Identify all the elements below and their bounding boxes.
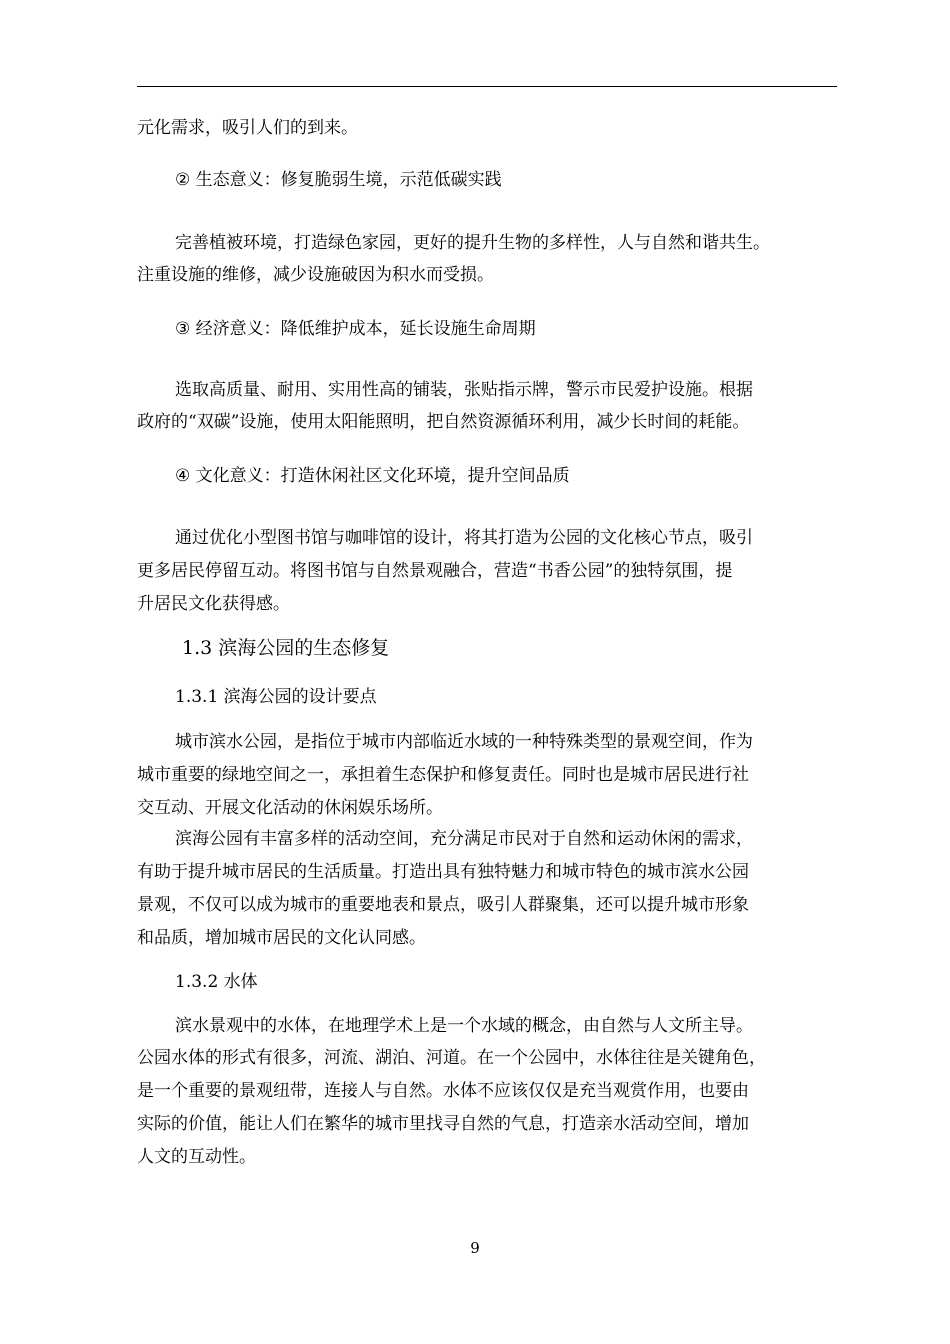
subsection-1-3-1-heading: 1.3.1 滨海公园的设计要点	[175, 687, 377, 707]
para-1-line-2: 城市重要的绿地空间之一，承担着生态保护和修复责任。同时也是城市居民进行社	[137, 765, 749, 785]
para-1-line-3: 交互动、开展文化活动的休闲娱乐场所。	[137, 798, 443, 818]
culture-line-3: 升居民文化获得感。	[137, 594, 290, 614]
para-2-line-4: 和品质，增加城市居民的文化认同感。	[137, 928, 426, 948]
para-2-line-1: 滨海公园有丰富多样的活动空间，充分满足市民对于自然和运动休闲的需求，	[175, 829, 753, 849]
water-line-5: 人文的互动性。	[137, 1147, 256, 1167]
economy-line-2: 政府的“双碳”设施，使用太阳能照明，把自然资源循环利用，减少长时间的耗能。	[137, 412, 750, 432]
water-line-1: 滨水景观中的水体，在地理学术上是一个水域的概念，由自然与人文所主导。	[175, 1016, 753, 1036]
economy-heading: ③ 经济意义：降低维护成本，延长设施生命周期	[175, 319, 536, 339]
economy-line-1: 选取高质量、耐用、实用性高的铺装，张贴指示牌，警示市民爱护设施。根据	[175, 380, 753, 400]
ecology-line-1: 完善植被环境，打造绿色家园，更好的提升生物的多样性，人与自然和谐共生。	[175, 233, 770, 253]
water-line-4: 实际的价值，能让人们在繁华的城市里找寻自然的气息，打造亲水活动空间，增加	[137, 1114, 749, 1134]
para-2-line-2: 有助于提升城市居民的生活质量。打造出具有独特魅力和城市特色的城市滨水公园	[137, 862, 749, 882]
water-line-2: 公园水体的形式有很多，河流、湖泊、河道。在一个公园中，水体往往是关键角色，	[137, 1048, 766, 1068]
prev-paragraph-end: 元化需求，吸引人们的到来。	[137, 118, 358, 138]
para-1-line-1: 城市滨水公园，是指位于城市内部临近水域的一种特殊类型的景观空间，作为	[175, 732, 753, 752]
subsection-1-3-2-heading: 1.3.2 水体	[175, 972, 258, 992]
header-rule	[137, 86, 837, 87]
water-line-3: 是一个重要的景观纽带，连接人与自然。水体不应该仅仅是充当观赏作用，也要由	[137, 1081, 749, 1101]
culture-heading: ④ 文化意义：打造休闲社区文化环境，提升空间品质	[175, 466, 570, 486]
para-2-line-3: 景观，不仅可以成为城市的重要地表和景点，吸引人群聚集，还可以提升城市形象	[137, 895, 749, 915]
page-number: 9	[470, 1239, 480, 1257]
culture-line-2: 更多居民停留互动。将图书馆与自然景观融合，营造“书香公园”的独特氛围，提	[137, 561, 733, 581]
culture-line-1: 通过优化小型图书馆与咖啡馆的设计，将其打造为公园的文化核心节点，吸引	[175, 528, 753, 548]
section-1-3-heading: 1.3 滨海公园的生态修复	[182, 637, 390, 659]
ecology-line-2: 注重设施的维修，减少设施破因为积水而受损。	[137, 265, 494, 285]
ecology-heading: ② 生态意义：修复脆弱生境，示范低碳实践	[175, 170, 502, 190]
